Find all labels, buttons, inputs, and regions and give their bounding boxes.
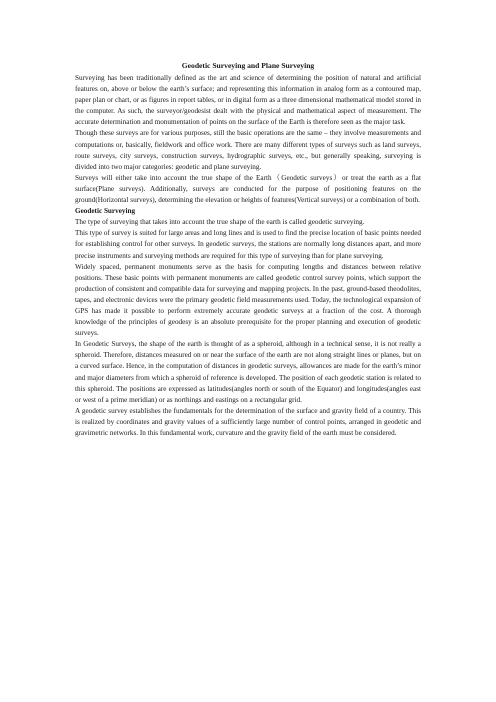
paragraph-1: Surveying has been traditionally defined as the art and science of determining the position of natural and artificial features on, above or below the earth’s surface; and representing this information in analog form as a contoured map, paper plan or chart, or as figures in report tables, or in digital form as a three dimensional mathematical model stored in the computer. As such, the surveyor/geodesist dealt with the physical and mathematical aspect of measurement. The accurate determination and monumentation of points on the surface of the Earth is therefore seen as the major task. xyxy=(75,74,421,127)
paragraph-3: Surveys will either take into account the true shape of the Earth（Geodetic surveys）or treat the earth as a flat surface(Plane surveys). Additionally, surveys are conducted for the purpose of positioning features on the ground(Horizontal surveys), determining the elevation or heights of features(Vertical surveys) or a combination of both. xyxy=(75,173,421,205)
paragraph-6: Widely spaced, permanent monuments serve as the basis for computing lengths and distances between relative positions. These basic points with permanent monuments are called geodetic control survey points, which support the production of consistent and compatible data for surveying and mapping projects. In the past, ground-based theodolites, tapes, and electronic devices were the primary geodetic field measurements used. Today, the technological expansion of GPS has made it possible to perform extremely accurate geodetic surveys at a fraction of the cost. A thorough knowledge of the principles of geodesy is an absolute prerequisite for the proper planning and execution of geodetic surveys. xyxy=(75,262,421,338)
paragraph-8: A geodetic survey establishes the fundamentals for the determination of the surface and gravity field of a country. This is realized by coordinates and gravity values of a sufficiently large number of control points, arranged in geodetic and gravimetric networks. In this fundamental work, curvature and the gravity field of the earth must be considered. xyxy=(75,406,421,437)
document-title: Geodetic Surveying and Plane Surveying xyxy=(181,61,315,70)
paragraph-4: The type of surveying that takes into account the true shape of the earth is called geodetic surveying. xyxy=(75,218,365,227)
paragraph-7: In Geodetic Surveys, the shape of the earth is thought of as a spheroid, although in a technical sense, it is not really a spheroid. Therefore, distances measured on or near the surface of the earth are not along straight lines or planes, but on a curved surface. Hence, in the computation of distances in geodetic surveys, allowances are made for the earth’s minor and major diameters from which a spheroid of reference is developed. The position of each geodetic station is related to this spheroid. The positions are expressed as latitudes(angles north or south of the Equator) and longitudes(angles east or west of a prime meridian) or as northings and eastings on a rectangular grid. xyxy=(75,340,421,404)
paragraph-5: This type of survey is suited for large areas and long lines and is used to find the precise location of basic points needed for establishing control for other surveys. In geodetic surveys, the stations are normally long distances apart, and more precise instruments and surveying methods are required for this type of surveying than for plane surveying. xyxy=(75,229,421,260)
paragraph-2: Though these surveys are for various purposes, still the basic operations are the same – they involve measurements and computations or, basically, fieldwork and office work. There are many different types of surveys such as land surveys, route surveys, city surveys, construction surveys, hydrographic surveys, etc., but generally speaking, surveying is divided into two major categories: geodetic and plane surveying. xyxy=(75,129,421,171)
document-page xyxy=(75,60,421,439)
section-heading-geodetic-surveying: Geodetic Surveying xyxy=(75,207,136,216)
document-body xyxy=(75,73,421,439)
